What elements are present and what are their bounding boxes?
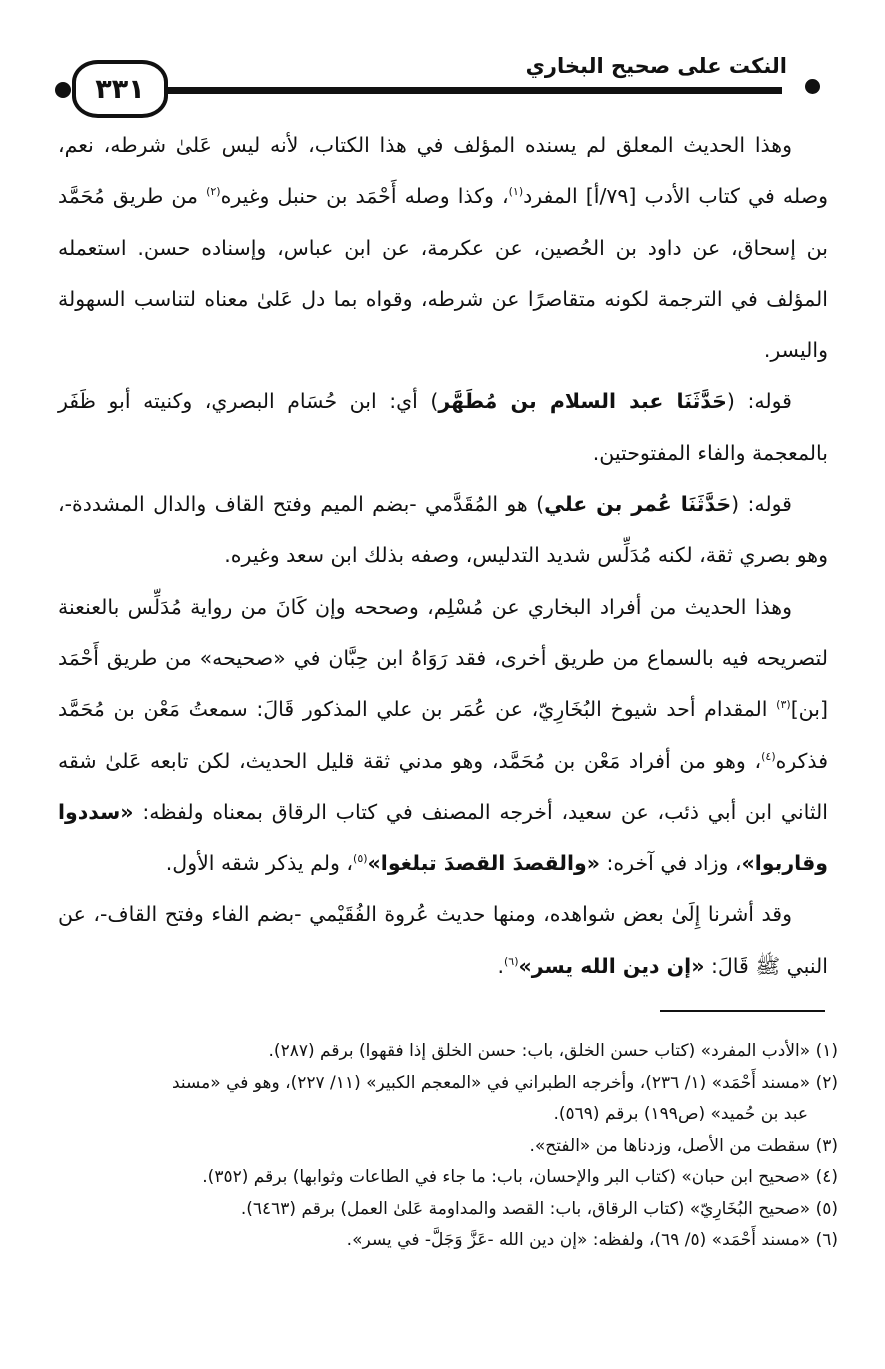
paragraph-2 (58, 376, 828, 479)
narrator-chain-bold: حَدَّثَنَا عبد السلام بن مُطَهَّر (438, 389, 727, 414)
footnote-3 (60, 1131, 838, 1163)
paragraph-text: المقدام أحد شيوخ البُخَارِيّ، عن عُمَر بن علي المذكور قَالَ: سمعتُ مَعْن بن مُحَمَّد فذكره (58, 697, 828, 773)
footnote-number: (٤) (815, 1167, 838, 1187)
footnote-marker[interactable]: (٤) (761, 749, 776, 763)
paragraph-text: ، ولم يذكر شقه الأول. (165, 851, 354, 876)
paragraph-4 (58, 582, 828, 890)
footnote-separator (660, 1010, 825, 1012)
paragraph-3 (58, 479, 828, 582)
hadith-quote-bold: «والقصدَ القصدَ تبلغوا» (367, 851, 600, 876)
header-rule (168, 87, 782, 94)
hadith-quote-bold: «سددوا وقاربوا» (58, 799, 828, 876)
footnote-1 (60, 1036, 838, 1068)
footnote-marker[interactable]: (٥) (353, 852, 368, 866)
footnote-text: عبد بن حُميد» (ص١٩٩) برقم (٥٦٩). (553, 1104, 808, 1124)
footnote-marker[interactable]: (٦) (504, 954, 519, 968)
footnote-number: (٢) (815, 1072, 838, 1093)
running-title: النكت على صحيح البخاري (525, 54, 787, 78)
paragraph-5 (58, 889, 828, 992)
footnote-2-continuation (60, 1099, 838, 1131)
footnote-6 (60, 1225, 838, 1257)
footnote-text: «مسند أَحْمَد» (١/ ٢٣٦)، وأخرجه الطبراني في «المعجم الكبير» (١١/ ٢٢٧)، وهو في «مسند (171, 1072, 811, 1093)
footnotes (60, 1036, 838, 1257)
narrator-chain-bold: حَدَّثَنَا عُمر بن علي (544, 492, 732, 517)
paragraph-text: ، وهو من أفراد مَعْن بن مُحَمَّد، وهو مدني ثقة قليل الحديث، لكن تابعه عَلىٰ شقه الثاني ابن أبي ذئب، عن سعيد، أخرجه المصنف في كتاب الرقاق بمعناه ولفظه: (58, 748, 828, 824)
footnote-number: (٣) (815, 1135, 838, 1156)
footnote-number: (٦) (815, 1230, 838, 1250)
footnote-text: «صحيح البُخَارِيّ» (كتاب الرقاق، باب: القصد والمداومة عَلىٰ العمل) برقم (٦٤٦٣). (240, 1198, 811, 1219)
footnote-number: (٥) (815, 1198, 838, 1219)
footnote-marker[interactable]: (١) (508, 185, 524, 199)
paragraph-text: وهذا الحديث المعلق لم يسنده المؤلف في هذا الكتاب، لأنه ليس عَلىٰ شرطه، نعم، وصله في كتاب الأدب [٧٩/أ] المفرد (58, 133, 828, 209)
paragraph-1 (58, 120, 828, 376)
footnote-text: «مسند أَحْمَد» (٥/ ٦٩)، ولفظه: «إن دين الله -عَزَّ وَجَلَّ- في يسر». (346, 1230, 811, 1250)
page-number: ٣٣١ (95, 73, 145, 105)
footnote-marker[interactable]: (٢) (206, 185, 221, 199)
page-header (0, 0, 885, 130)
paragraph-text: قوله: ( (726, 389, 792, 414)
footnote-2 (60, 1068, 838, 1100)
footnote-5 (60, 1194, 838, 1226)
paragraph-text: قوله: ( (731, 492, 792, 517)
footnote-number: (١) (815, 1041, 838, 1061)
paragraph-text: ) هو المُقَدَّمي -بضم الميم وفتح القاف والدال المشددة-، وهو بصري ثقة، لكنه مُدَلِّس شديد التدليس، وصفه بذلك ابن سعد وغيره. (58, 492, 828, 568)
header-ornament-dot-left (55, 82, 71, 98)
hadith-quote-bold: «إن دين الله يسر» (518, 953, 705, 978)
paragraph-text: . (497, 953, 504, 978)
footnote-4 (60, 1162, 838, 1194)
paragraph-text: من طريق مُحَمَّد بن إسحاق، عن داود بن الحُصين، عن عكرمة، عن ابن عباس، وإسناده حسن. استعمله المؤلف في الترجمة لكونه متقاصرًا عن شرطه، وقواه بما دل عَلىٰ معناه لتناسب السهولة واليسر. (58, 184, 828, 363)
header-ornament-dot-right (805, 79, 820, 94)
main-text (58, 120, 828, 992)
paragraph-text: ، وزاد في آخره: (599, 851, 742, 876)
footnote-text: سقطت من الأصل، وزدناها من «الفتح». (529, 1135, 811, 1156)
footnote-marker[interactable]: (٣) (776, 698, 791, 712)
footnote-text: «الأدب المفرد» (كتاب حسن الخلق، باب: حسن الخلق إذا فقهوا) برقم (٢٨٧). (268, 1041, 811, 1061)
paragraph-text: ، وكذا وصله أَحْمَد بن حنبل وغيره (220, 184, 509, 209)
footnote-text: «صحيح ابن حبان» (كتاب البر والإحسان، باب: ما جاء في الطاعات وثوابها) برقم (٣٥٢). (202, 1167, 811, 1187)
page-number-frame (72, 60, 168, 118)
paragraph-text: ) أي: ابن حُسَام البصري، وكنيته أبو ظَفَر بالمعجمة والفاء المفتوحتين. (58, 389, 828, 465)
paragraph-text: وهذا الحديث من أفراد البخاري عن مُسْلِم، وصححه وإن كَانَ من رواية مُدَلِّس بالعنعنة لتصريحه فيه بالسماع من طريق أخرى، فقد رَوَاهُ ابن حِبَّان في «صحيحه» من طريق أَحْمَد [بن] (58, 594, 828, 722)
paragraph-text: وقد أشرنا إِلَىٰ بعض شواهده، ومنها حديث عُروة الفُقَيْمي -بضم الفاء وفتح القاف-، عن النبي ﷺ قَالَ: (58, 902, 828, 978)
